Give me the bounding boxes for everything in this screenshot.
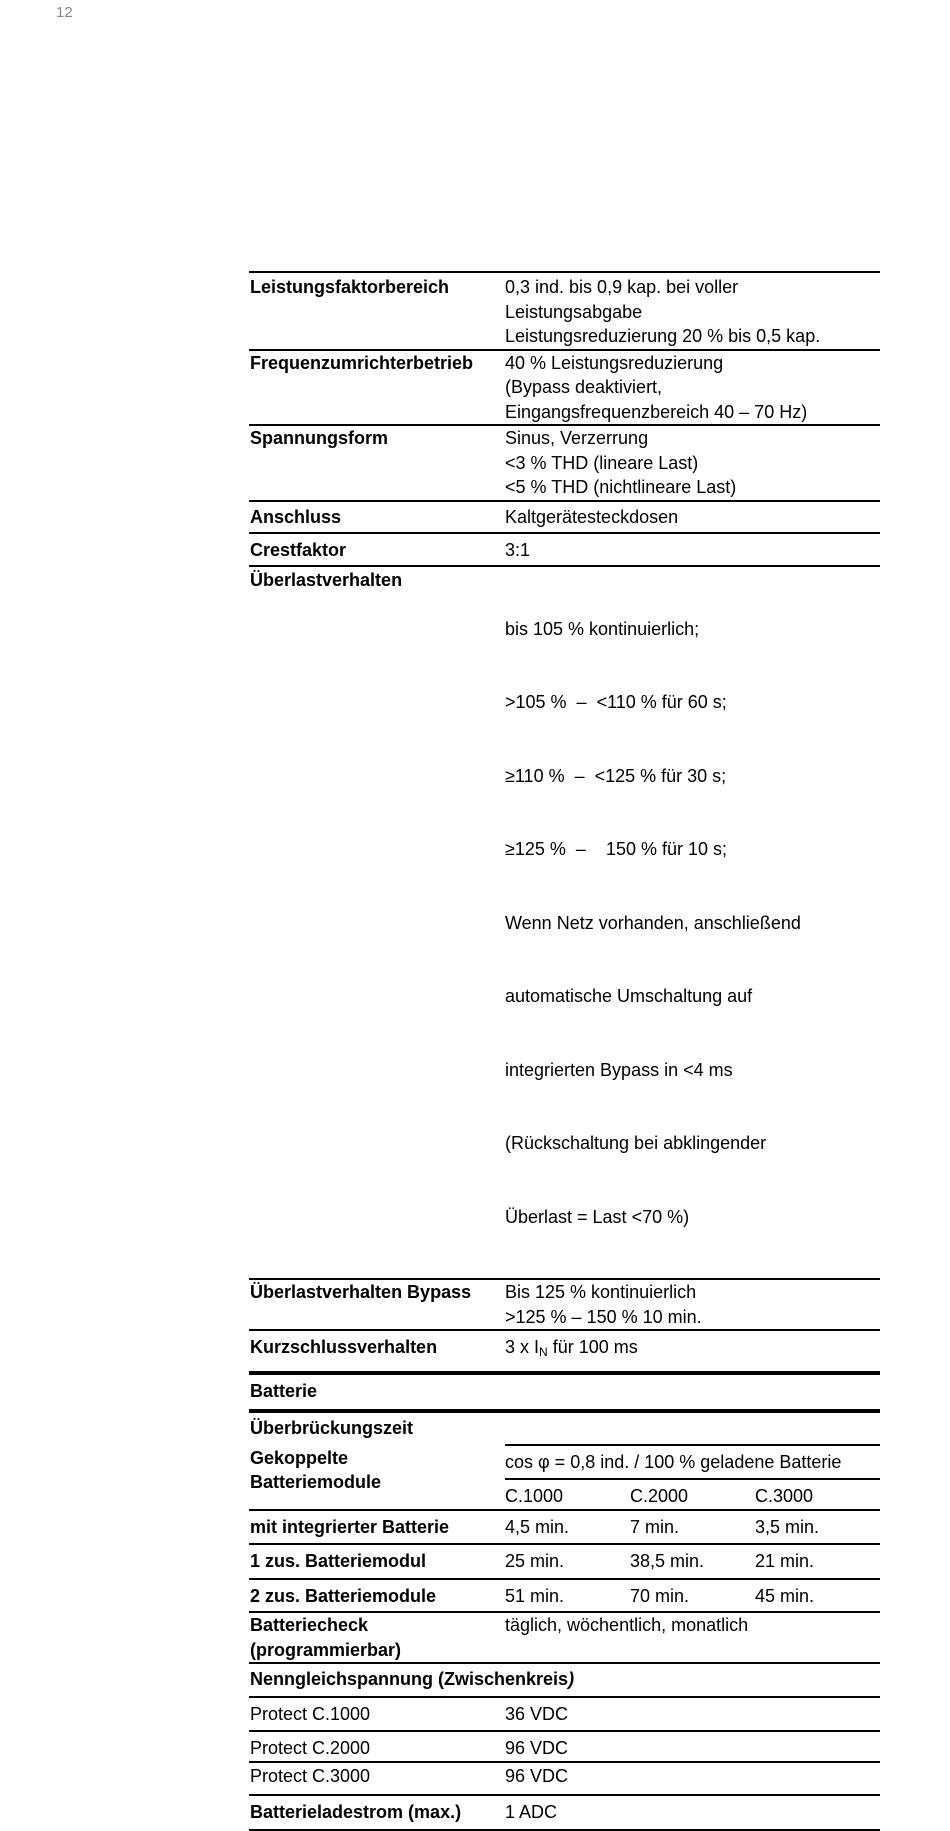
value-line: ≥125 % – 150 % für 10 s; (505, 839, 728, 859)
model-c2000: C.2000 (630, 1486, 689, 1506)
value-line: Eingangsfrequenzbereich 40 – 70 Hz) (505, 401, 808, 422)
runtime-c1000: 51 min. (505, 1585, 565, 1606)
value-line: ≥110 % – <125 % für 30 s; (505, 765, 727, 786)
row-label: Batterieladestrom (max.) (250, 1802, 462, 1822)
row-label: Crestfaktor (250, 540, 347, 560)
nenn-row (249, 1730, 880, 1761)
value-line: (Bypass deaktiviert, (505, 377, 663, 397)
nenn-row (249, 1696, 880, 1731)
spec-row-ueberlast-bypass (249, 1278, 880, 1329)
spec-table (249, 271, 880, 1831)
spec-row-frequenz (249, 349, 880, 425)
label-line: Gekoppelte (250, 1447, 349, 1468)
spec-row-crestfaktor (249, 532, 880, 565)
runtime-c1000: 4,5 min. (505, 1516, 570, 1537)
spec-row-anschluss (249, 500, 880, 533)
row-label: Leistungsfaktorbereich (250, 277, 450, 297)
page-number: 12 (56, 4, 73, 21)
row-values (505, 1515, 880, 1540)
row-label: Überlastverhalten Bypass (250, 1282, 472, 1302)
row-value (505, 426, 880, 500)
value-line: bis 105 % kontinuierlich; (505, 618, 700, 639)
label-line: (programmierbar) (250, 1639, 402, 1660)
value-line: <3 % THD (lineare Last) (505, 452, 699, 473)
section-title: Batterie (250, 1380, 318, 1401)
row-value: 1 ADC (505, 1802, 558, 1822)
row-value (505, 1444, 880, 1509)
row-value: 36 VDC (505, 1703, 569, 1724)
value-line: (Rückschaltung bei abklingender (505, 1133, 767, 1153)
spec-row-coupled (249, 1444, 880, 1509)
spec-row-ueberlast (249, 565, 880, 1279)
row-value: Kaltgerätesteckdosen (505, 506, 679, 527)
label-line: Batteriecheck (250, 1615, 369, 1635)
runtime-row (249, 1578, 880, 1612)
nenn-section-header (249, 1662, 880, 1696)
value-line: Sinus, Verzerrung (505, 428, 649, 448)
runtime-row (249, 1509, 880, 1544)
row-values (505, 1549, 880, 1574)
value-line: Überlast = Last <70 %) (505, 1206, 690, 1227)
spec-row-ladestrom (249, 1794, 880, 1831)
row-label: Protect C.1000 (250, 1703, 371, 1724)
runtime-c2000: 38,5 min. (630, 1551, 705, 1571)
runtime-c2000: 70 min. (630, 1585, 690, 1606)
row-label: Überlastverhalten (250, 569, 403, 590)
value-line: Leistungsabgabe (505, 301, 643, 322)
value-line: 0,3 ind. bis 0,9 kap. bei voller (505, 277, 739, 297)
value-suffix: für 100 ms (547, 1337, 638, 1357)
row-value (505, 568, 880, 1279)
row-label: 1 zus. Batteriemodul (250, 1551, 427, 1571)
runtime-c3000: 45 min. (755, 1585, 815, 1606)
value-line: Leistungsreduzierung 20 % bis 0,5 kap. (505, 326, 821, 346)
row-value (505, 1280, 880, 1329)
row-label (249, 1613, 505, 1662)
row-value: 96 VDC (505, 1738, 569, 1758)
spec-row-leistungsfaktor (249, 271, 880, 349)
nenn-row (249, 1761, 880, 1795)
model-c3000: C.3000 (755, 1486, 814, 1506)
value-prefix: 3 x I (505, 1337, 540, 1357)
runtime-c1000: 25 min. (505, 1551, 565, 1571)
label-line: Batteriemodule (250, 1472, 382, 1492)
battery-section-header (249, 1371, 880, 1410)
row-label: 2 zus. Batteriemodule (250, 1585, 437, 1606)
row-label: Protect C.2000 (250, 1738, 371, 1758)
model-c1000: C.1000 (505, 1486, 564, 1506)
runtime-row (249, 1543, 880, 1578)
row-label: mit integrierter Batterie (250, 1516, 450, 1537)
spec-row-kurzschluss (249, 1329, 880, 1371)
row-label: Spannungsform (250, 428, 388, 448)
value-subscript: N (539, 1345, 548, 1359)
row-label: Frequenzumrichterbetrieb (250, 352, 474, 373)
bridging-section-header (249, 1409, 880, 1444)
value-line: 40 % Leistungsreduzierung (505, 352, 724, 373)
value-line: automatische Umschaltung auf (505, 986, 753, 1006)
value-line: integrierten Bypass in <4 ms (505, 1059, 733, 1080)
row-values (505, 1584, 880, 1609)
model-header-row (505, 1478, 880, 1509)
row-value: 3:1 (505, 540, 531, 560)
row-label: Protect C.3000 (250, 1765, 371, 1786)
row-value (505, 351, 880, 425)
value-line: Wenn Netz vorhanden, anschließend (505, 912, 801, 933)
runtime-c3000: 21 min. (755, 1551, 815, 1571)
condition-text: cos φ = 0,8 ind. / 100 % geladene Batterie (505, 1451, 842, 1472)
section-title: Überbrückungszeit (250, 1418, 414, 1438)
value-line: >105 % – <110 % für 60 s; (505, 692, 727, 712)
row-label: Kurzschlussverhalten (250, 1337, 438, 1357)
row-label (249, 1444, 505, 1509)
spec-row-spannungsform (249, 424, 880, 500)
section-title-end: ) (568, 1669, 575, 1689)
spec-row-batteriecheck (249, 1611, 880, 1662)
runtime-c2000: 7 min. (630, 1516, 680, 1537)
value-line: Bis 125 % kontinuierlich (505, 1282, 697, 1302)
runtime-c3000: 3,5 min. (755, 1516, 820, 1537)
row-value: täglich, wöchentlich, monatlich (505, 1615, 749, 1635)
value-line: <5 % THD (nichtlineare Last) (505, 477, 737, 497)
row-value (505, 1335, 880, 1365)
row-value: 96 VDC (505, 1765, 569, 1786)
section-title: Nenngleichspannung (Zwischenkreis) (250, 1669, 575, 1689)
row-value (505, 275, 880, 349)
value-line: >125 % – 150 % 10 min. (505, 1306, 702, 1327)
row-label: Anschluss (250, 506, 342, 527)
